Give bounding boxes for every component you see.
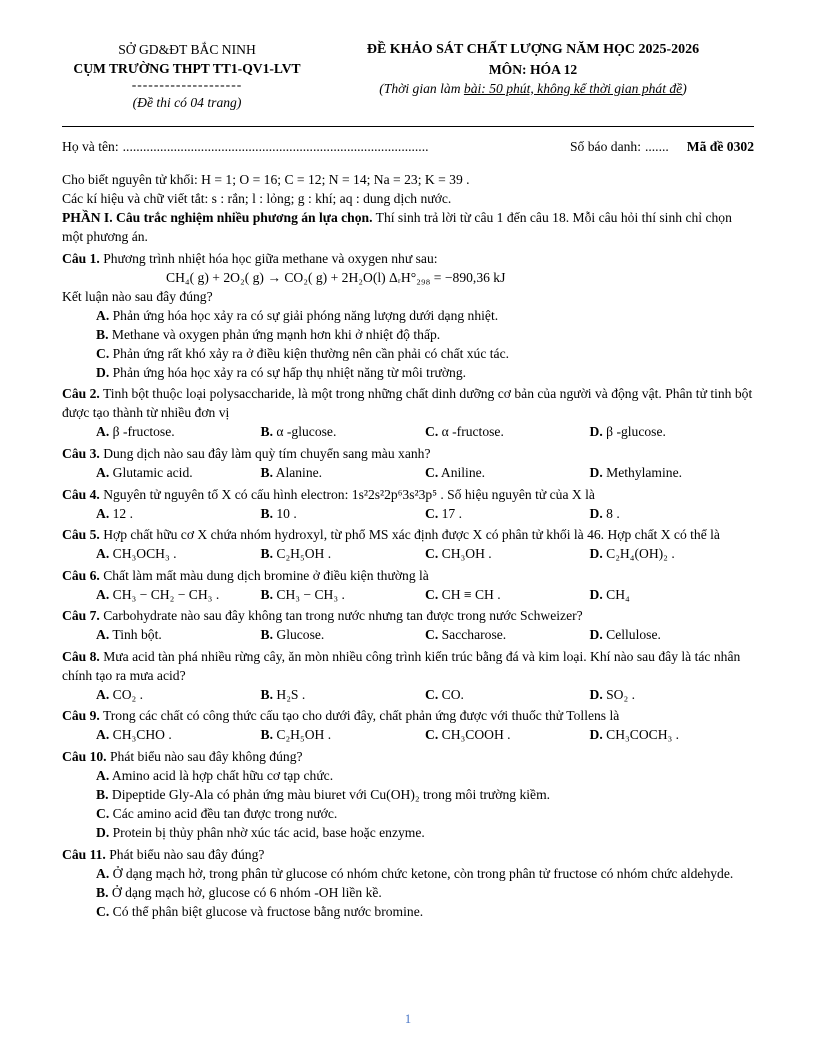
option-text: CH₃CHO . [112, 727, 172, 743]
option-label: B. [260, 586, 273, 602]
option-text: Có thể phân biệt glucose và fructose bằng nước bromine. [112, 903, 424, 919]
preamble [62, 170, 754, 246]
option-a [96, 463, 261, 482]
question-5 [62, 525, 754, 563]
option-b [261, 625, 426, 644]
option-text: Amino acid là hợp chất hữu cơ tạp chức. [111, 768, 334, 784]
option-b [62, 325, 754, 344]
part1-title: PHẦN I. Câu trắc nghiệm nhiều phương án lựa chọn. [62, 210, 373, 226]
option-text: 10 . [276, 505, 297, 521]
question-stem [62, 647, 754, 685]
option-d [590, 685, 755, 704]
question-stem [62, 249, 754, 268]
question-stem [62, 566, 754, 585]
chemical-equation: CH₄( g) + 2O₂( g) → CO₂( g) + 2H₂O(l) ΔᵣH°₂₉₈ = −890,36 kJ [166, 269, 506, 285]
question-number: Câu 6. [62, 567, 100, 583]
option-label: C. [425, 727, 439, 743]
options-row [62, 544, 754, 563]
question-number: Câu 11. [62, 846, 106, 862]
exam-header [62, 40, 754, 112]
question-text: Phương trình nhiệt hóa học giữa methane và oxygen như sau: [103, 250, 438, 266]
option-label: D. [589, 546, 603, 562]
option-label: A. [96, 768, 110, 784]
option-text: 8 . [606, 505, 620, 521]
option-label: D. [589, 465, 603, 481]
option-c [425, 725, 590, 744]
option-text: CH₃OCH₃ . [112, 546, 177, 562]
option-d [590, 544, 755, 563]
pages-note: (Đề thi có 04 trang) [132, 95, 242, 111]
options-row [62, 685, 754, 704]
option-label: B. [260, 686, 273, 702]
option-text: α -fructose. [441, 424, 504, 440]
option-label: D. [589, 727, 603, 743]
question-number: Câu 7. [62, 608, 100, 624]
option-label: B. [96, 884, 109, 900]
option-label: A. [96, 586, 110, 602]
option-text: CH ≡ CH . [441, 586, 501, 602]
option-label: C. [96, 345, 110, 361]
duration-prefix: (Thời gian làm [379, 80, 464, 96]
candidate-line [62, 137, 754, 156]
option-label: A. [96, 465, 110, 481]
option-label: C. [425, 586, 439, 602]
option-c [62, 804, 754, 823]
sbd-fill-in: ....... [644, 139, 669, 155]
option-text: H₂S . [276, 686, 306, 702]
option-label: B. [260, 505, 273, 521]
question-text: Dung dịch nào sau đây làm quỳ tím chuyển sang màu xanh? [103, 446, 431, 462]
option-a [96, 625, 261, 644]
option-text: Ở dạng mạch hở, glucose có 6 nhóm -OH liền kề. [111, 884, 382, 900]
name-fill-in: .......................................................................................... [122, 139, 429, 155]
option-text: Tinh bột. [112, 627, 162, 643]
option-c [62, 344, 754, 363]
question-stem [62, 384, 754, 422]
exam-title: ĐỀ KHẢO SÁT CHẤT LƯỢNG NĂM HỌC 2025-2026 [366, 42, 700, 57]
option-text: C₂H₄(OH)₂ . [606, 546, 675, 562]
options-row [62, 422, 754, 441]
question-stem [62, 485, 754, 504]
header-left-block [62, 40, 312, 112]
option-label: C. [425, 546, 439, 562]
part1-heading [62, 208, 754, 246]
option-text: β -fructose. [112, 424, 175, 440]
exam-subject: MÔN: HÓA 12 [488, 61, 578, 77]
option-label: A. [96, 686, 110, 702]
option-label: A. [96, 505, 110, 521]
options-row [62, 585, 754, 604]
option-b [261, 725, 426, 744]
option-label: D. [589, 686, 603, 702]
option-label: A. [96, 546, 110, 562]
option-c [425, 504, 590, 523]
option-label: C. [425, 424, 439, 440]
option-text: Phản ứng hóa học xảy ra có sự giải phóng năng lượng dưới dạng nhiệt. [112, 307, 499, 323]
option-label: A. [96, 727, 110, 743]
option-text: CH₃ − CH₃ . [276, 586, 345, 602]
option-c [425, 625, 590, 644]
option-b [62, 785, 754, 804]
option-a [62, 766, 754, 785]
question-3 [62, 444, 754, 482]
option-label: B. [260, 546, 273, 562]
question-stem [62, 606, 754, 625]
option-text: Aniline. [440, 465, 486, 481]
option-a [62, 306, 754, 325]
question-stem [62, 845, 754, 864]
option-a [62, 864, 754, 883]
option-b [261, 685, 426, 704]
option-b [261, 422, 426, 441]
option-label: C. [96, 903, 110, 919]
option-text: 12 . [112, 505, 134, 521]
department-name: SỞ GD&ĐT BẮC NINH [118, 42, 256, 57]
question-stem [62, 525, 754, 544]
option-text: CH₄ [606, 586, 630, 602]
question-number: Câu 1. [62, 250, 100, 266]
divider-dashes: -------------------- [131, 77, 243, 93]
option-b [62, 883, 754, 902]
option-a [96, 685, 261, 704]
option-a [96, 422, 261, 441]
option-label: A. [96, 627, 110, 643]
question-text: Phát biểu nào sau đây không đúng? [109, 748, 303, 764]
question-text: Phát biểu nào sau đây đúng? [109, 846, 265, 862]
option-label: C. [425, 505, 439, 521]
option-c [425, 463, 590, 482]
option-label: C. [425, 686, 439, 702]
option-text: Glucose. [276, 627, 325, 643]
option-text: CH₃COOH . [441, 727, 511, 743]
part1-instruction: Thí sinh trả lời từ câu 1 đến câu 18. Mỗi câu hỏi thí sinh chỉ chọn một phương án. [62, 210, 732, 245]
option-a [96, 504, 261, 523]
option-d [62, 363, 754, 382]
option-label: B. [260, 424, 273, 440]
option-text: CH₃OH . [441, 546, 492, 562]
options-row [62, 625, 754, 644]
option-text: Ở dạng mạch hở, trong phân tử glucose có nhóm chức ketone, còn trong phân tử fructose có nhóm chức aldehyde. [112, 865, 734, 881]
option-text: 17 . [441, 505, 463, 521]
option-text: CH₃COCH₃ . [606, 727, 680, 743]
option-label: B. [260, 465, 273, 481]
option-b [261, 504, 426, 523]
option-label: B. [260, 627, 273, 643]
notation-note: Các kí hiệu và chữ viết tắt: s : rắn; l : lỏng; g : khí; aq : dung dịch nước. [62, 191, 452, 207]
question-number: Câu 2. [62, 386, 100, 402]
sbd-label: Số báo danh: [570, 139, 641, 155]
duration-suffix: ) [682, 80, 687, 96]
option-b [261, 544, 426, 563]
option-label: D. [589, 627, 603, 643]
question-text: Hợp chất hữu cơ X chứa nhóm hydroxyl, từ phổ MS xác định được X có phân tử khối là 46. Hợp chất X có thể là [103, 527, 720, 543]
question-number: Câu 3. [62, 446, 100, 462]
question-9 [62, 706, 754, 744]
option-label: A. [96, 865, 110, 881]
option-d [590, 625, 755, 644]
option-d [590, 422, 755, 441]
option-label: B. [96, 326, 109, 342]
option-text: Saccharose. [441, 627, 507, 643]
option-text: α -glucose. [276, 424, 337, 440]
option-c [425, 685, 590, 704]
question-number: Câu 10. [62, 748, 107, 764]
option-label: B. [96, 787, 109, 803]
question-6 [62, 566, 754, 604]
option-text: C₂H₅OH . [276, 546, 332, 562]
question-stem [62, 747, 754, 766]
name-label: Họ và tên: [62, 139, 119, 155]
option-text: CO. [441, 686, 464, 702]
option-text: Methylamine. [606, 465, 683, 481]
option-text: Phản ứng hóa học xảy ra có sự hấp thụ nhiệt năng từ môi trường. [112, 364, 467, 380]
question-stem-2: Kết luận nào sau đây đúng? [62, 288, 213, 304]
option-label: D. [96, 825, 110, 841]
option-text: CO₂ . [112, 686, 144, 702]
page-number: 1 [404, 1011, 412, 1026]
option-d [590, 504, 755, 523]
duration-underlined: bài: 50 phút, không kể thời gian phát đề [463, 80, 683, 96]
option-a [96, 585, 261, 604]
option-text: Protein bị thủy phân nhờ xúc tác acid, base hoặc enzyme. [112, 825, 425, 841]
school-name: CỤM TRƯỜNG THPT TT1-QV1-LVT [73, 61, 301, 77]
option-label: C. [425, 627, 439, 643]
options-row [62, 504, 754, 523]
header-rule [62, 126, 754, 127]
question-text: Carbohydrate nào sau đây không tan trong nước nhưng tan được trong nước Schweizer? [103, 608, 583, 624]
atomic-mass-note: Cho biết nguyên tử khối: H = 1; O = 16; C = 12; N = 14; Na = 23; K = 39 . [62, 172, 470, 188]
option-c [425, 422, 590, 441]
option-label: D. [589, 424, 603, 440]
option-label: A. [96, 307, 110, 323]
option-label: A. [96, 424, 110, 440]
option-b [261, 463, 426, 482]
option-d [590, 725, 755, 744]
option-label: D. [589, 586, 603, 602]
option-text: C₂H₅OH . [276, 727, 332, 743]
question-11 [62, 845, 754, 921]
question-text: Mưa acid tàn phá nhiều rừng cây, ăn mòn nhiều công trình kiến trúc bằng đá và kim loại. Khí nào sau đây là tác nhân chính tạo ra mưa acid? [62, 648, 741, 683]
question-text: Trong các chất có công thức cấu tạo cho dưới đây, chất phản ứng được với thuốc thử Tollens là [102, 708, 620, 724]
option-c [425, 544, 590, 563]
option-text: CH₃ − CH₂ − CH₃ . [112, 586, 220, 602]
option-text: SO₂ . [606, 686, 636, 702]
question-10 [62, 747, 754, 842]
question-number: Câu 5. [62, 527, 100, 543]
question-text: Nguyên tử nguyên tố X có cấu hình electron: 1s²2s²2p⁶3s²3p⁵ . Số hiệu nguyên tử của X là [103, 486, 595, 502]
option-text: Methane và oxygen phản ứng mạnh hơn khi ở nhiệt độ thấp. [111, 326, 441, 342]
option-text: Dipeptide Gly-Ala có phản ứng màu biuret với Cu(OH)₂ trong môi trường kiềm. [111, 787, 551, 803]
question-1 [62, 249, 754, 382]
option-text: Glutamic acid. [112, 465, 193, 481]
question-number: Câu 9. [62, 708, 100, 724]
option-label: D. [96, 364, 110, 380]
option-label: C. [96, 806, 110, 822]
question-text: Tinh bột thuộc loại polysaccharide, là một trong những chất dinh dưỡng cơ bản của người và động vật. Phân tử tinh bột được tạo thành từ nhiều đơn vị [62, 386, 753, 421]
question-7 [62, 606, 754, 644]
question-4 [62, 485, 754, 523]
option-b [261, 585, 426, 604]
option-text: Cellulose. [606, 627, 661, 643]
question-2 [62, 384, 754, 441]
question-stem [62, 706, 754, 725]
option-label: D. [589, 505, 603, 521]
option-d [62, 823, 754, 842]
option-text: Phản ứng rất khó xảy ra ở điều kiện thường nên cần phải có chất xúc tác. [112, 345, 510, 361]
question-number: Câu 8. [62, 648, 100, 664]
question-stem [62, 444, 754, 463]
option-label: B. [260, 727, 273, 743]
option-label: C. [425, 465, 439, 481]
option-text: Các amino acid đều tan được trong nước. [112, 806, 338, 822]
question-text: Chất làm mất màu dung dịch bromine ở điều kiện thường là [103, 567, 429, 583]
option-c [62, 902, 754, 921]
option-text: Alanine. [275, 465, 323, 481]
options-row [62, 463, 754, 482]
options-row [62, 725, 754, 744]
option-a [96, 725, 261, 744]
option-a [96, 544, 261, 563]
question-number: Câu 4. [62, 486, 100, 502]
option-d [590, 585, 755, 604]
exam-duration [312, 79, 754, 98]
option-text: β -glucose. [606, 424, 666, 440]
header-right-block [312, 40, 754, 112]
option-d [590, 463, 755, 482]
exam-code: Mã đề 0302 [686, 139, 754, 155]
question-8 [62, 647, 754, 704]
option-c [425, 585, 590, 604]
